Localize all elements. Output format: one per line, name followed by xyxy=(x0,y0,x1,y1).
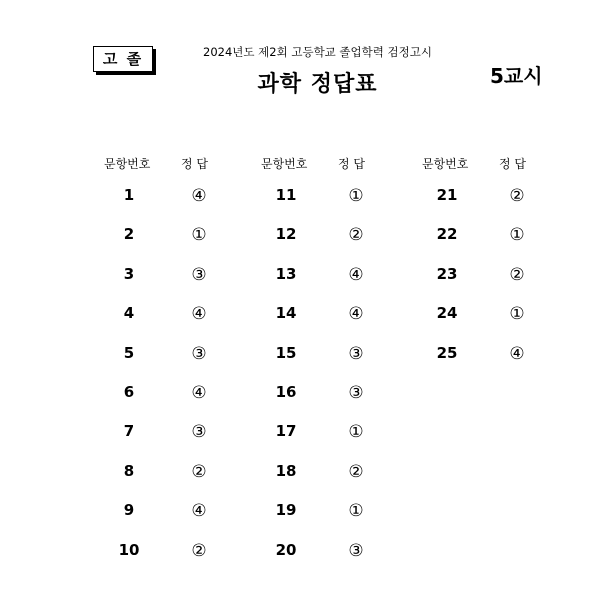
answer-value: ① xyxy=(191,225,207,246)
answer-value: ② xyxy=(509,264,525,285)
period-label: 5교시 xyxy=(490,64,543,88)
question-number: 8 xyxy=(123,461,135,480)
question-number: 3 xyxy=(123,264,135,283)
answer-value: ③ xyxy=(191,264,207,285)
answer-value: ② xyxy=(348,225,364,246)
answer-value: ② xyxy=(348,461,364,482)
question-number: 5 xyxy=(123,343,135,362)
question-number-header: 문항번호 xyxy=(261,157,308,171)
answer-value: ② xyxy=(191,461,207,482)
answer-value: ④ xyxy=(348,264,364,285)
answer-value: ② xyxy=(509,186,525,206)
question-number: 18 xyxy=(275,461,297,480)
question-number: 16 xyxy=(275,382,297,401)
question-number: 6 xyxy=(123,382,135,401)
answer-value: ④ xyxy=(509,343,525,364)
answer-value: ④ xyxy=(348,304,364,325)
question-number: 13 xyxy=(275,264,297,283)
question-number: 7 xyxy=(123,422,135,441)
question-number: 24 xyxy=(436,304,458,323)
answer-header: 정 답 xyxy=(181,157,208,171)
question-number: 11 xyxy=(275,186,297,204)
answer-value: ④ xyxy=(191,501,207,522)
answer-value: ③ xyxy=(348,343,364,364)
answer-value: ① xyxy=(509,304,525,325)
question-number: 14 xyxy=(275,304,297,323)
answer-value: ③ xyxy=(348,382,364,403)
question-number: 20 xyxy=(275,540,297,559)
question-number: 25 xyxy=(436,343,458,362)
answer-value: ① xyxy=(348,186,364,206)
page-title: 과학 정답표 xyxy=(257,72,378,97)
question-number: 10 xyxy=(118,540,140,559)
answer-value: ③ xyxy=(348,540,364,561)
answer-value: ② xyxy=(191,540,207,561)
question-number: 21 xyxy=(436,186,458,204)
question-number: 22 xyxy=(436,225,458,244)
answer-value: ① xyxy=(509,225,525,246)
answer-value: ④ xyxy=(191,382,207,403)
answer-header: 정 답 xyxy=(499,157,526,171)
question-number-header: 문항번호 xyxy=(422,157,469,171)
question-number: 19 xyxy=(275,501,297,520)
question-number: 9 xyxy=(123,501,135,520)
answer-value: ④ xyxy=(191,186,207,206)
answer-value: ③ xyxy=(191,343,207,364)
level-badge: 고 졸 xyxy=(93,46,153,72)
answer-value: ① xyxy=(348,422,364,443)
question-number: 12 xyxy=(275,225,297,244)
answer-value: ③ xyxy=(191,422,207,443)
answer-value: ④ xyxy=(191,304,207,325)
answer-header: 정 답 xyxy=(338,157,365,171)
question-number: 15 xyxy=(275,343,297,362)
question-number: 23 xyxy=(436,264,458,283)
question-number: 4 xyxy=(123,304,135,323)
question-number-header: 문항번호 xyxy=(104,157,151,171)
answer-value: ① xyxy=(348,501,364,522)
question-number: 2 xyxy=(123,225,135,244)
question-number: 17 xyxy=(275,422,297,441)
exam-subtitle: 2024년도 제2회 고등학교 졸업학력 검정고시 xyxy=(203,45,432,59)
question-number: 1 xyxy=(123,186,135,204)
